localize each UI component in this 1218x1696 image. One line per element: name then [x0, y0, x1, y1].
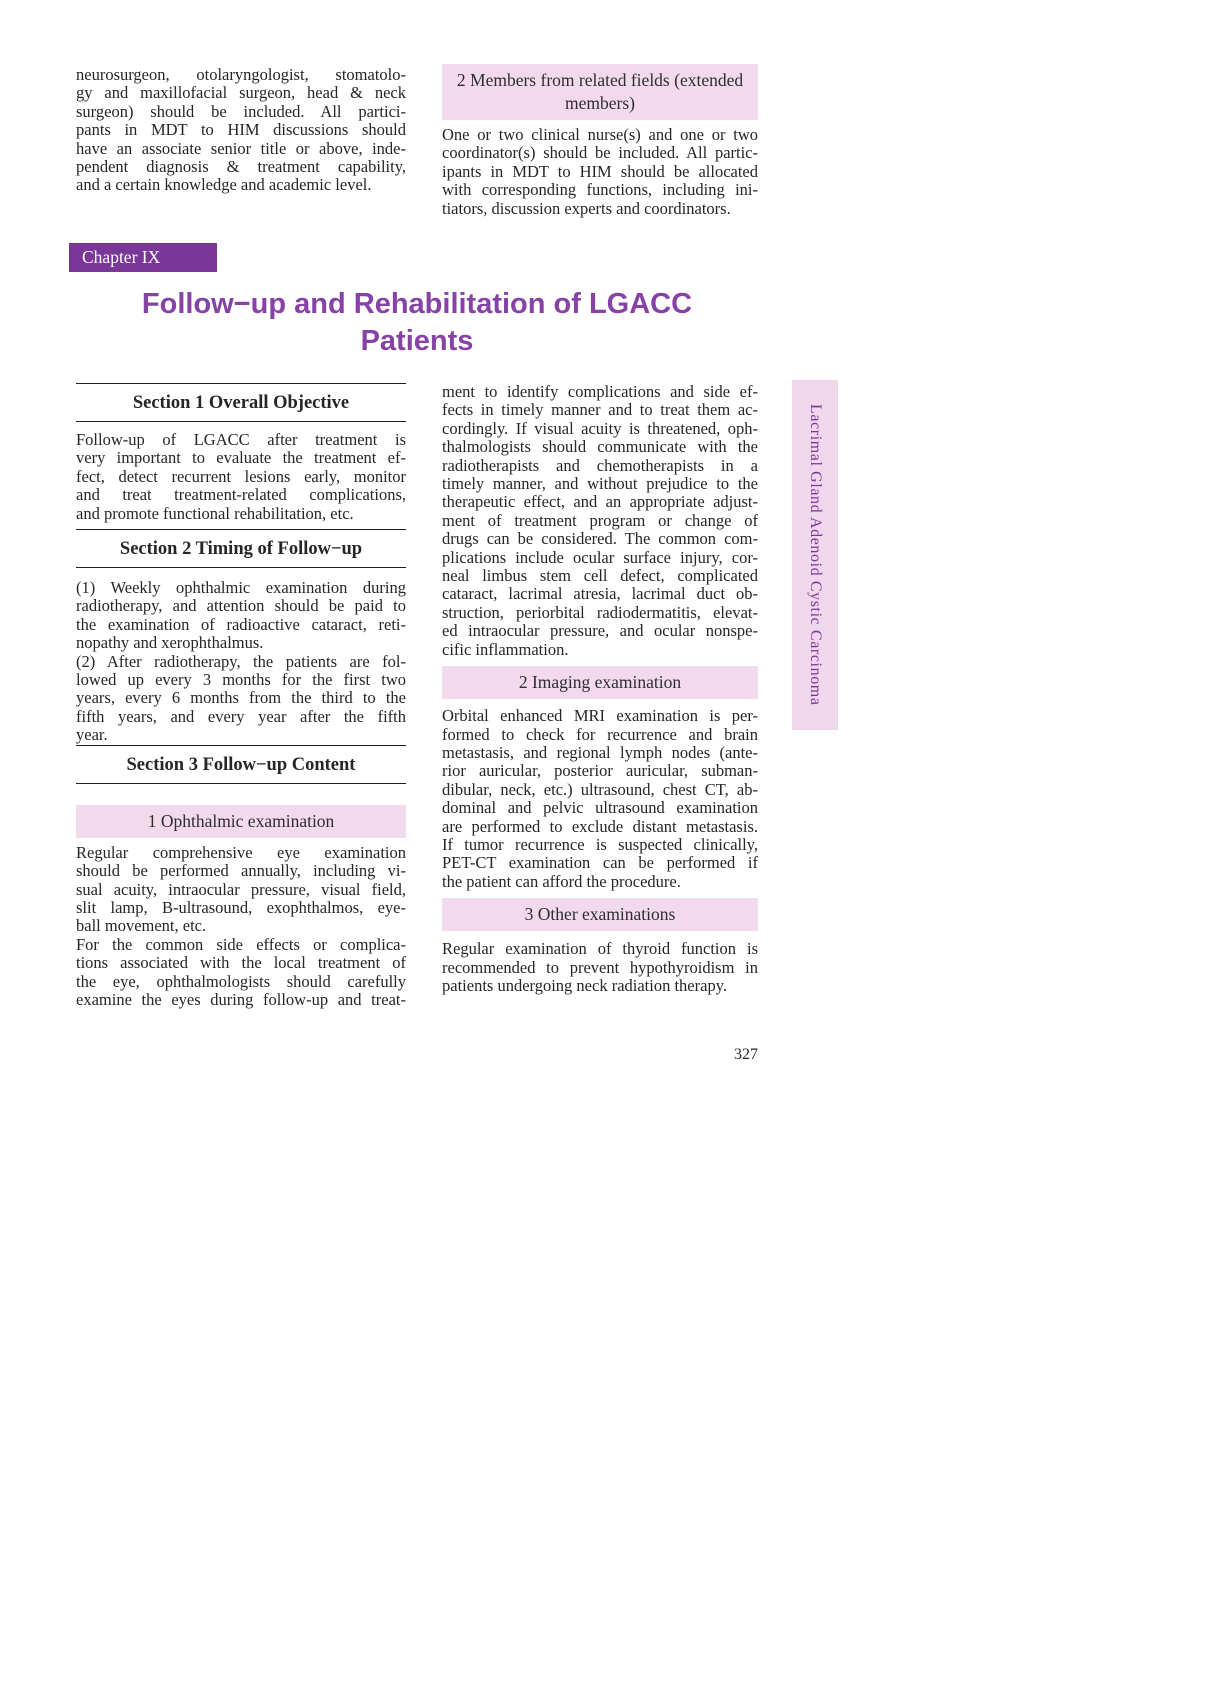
- text-line: gy and maxillofacial surgeon, head & neck: [76, 83, 406, 103]
- text-line: with corresponding functions, including ini-: [442, 180, 758, 200]
- text-line: the patient can afford the procedure.: [442, 871, 681, 891]
- text-line: neurosurgeon, otolaryngologist, stomatolo-: [76, 65, 406, 84]
- text-line: neal limbus stem cell defect, complicated: [442, 566, 758, 586]
- text-line: the eye, ophthalmologists should carefully: [76, 971, 406, 991]
- text-line: should be performed annually, including vi-: [76, 861, 406, 881]
- text-line: and a certain knowledge and academic level.: [76, 175, 372, 195]
- text-line: drugs can be considered. The common com-: [442, 529, 758, 549]
- text-line: members): [565, 93, 635, 113]
- text-line: Regular comprehensive eye examination: [76, 842, 406, 862]
- text-line: Regular examination of thyroid function is: [442, 939, 758, 959]
- text-line: very important to evaluate the treatment ef-: [76, 448, 406, 468]
- text-line: thalmologists should communicate with the: [442, 437, 758, 457]
- text-line: For the common side effects or complica-: [76, 934, 406, 954]
- text-line: timely manner, and without prejudice to the: [442, 474, 758, 494]
- section-2-heading: Section 2 Timing of Follow−up: [76, 529, 406, 568]
- subsection-3-paragraph: [442, 940, 758, 995]
- text-line: dibular, neck, etc.) ultrasound, chest CT, ab-: [442, 779, 758, 799]
- text-line: 2 Members from related fields (extended: [456, 70, 744, 90]
- text-line: (2) After radiotherapy, the patients are fol-: [76, 651, 406, 671]
- subsection-2-heading-box: 2 Imaging examination: [442, 666, 758, 699]
- continuation-paragraph: [442, 383, 758, 659]
- text-line: cataract, lacrimal atresia, lacrimal duct ob-: [442, 584, 758, 604]
- text-line: ed intraocular pressure, and ocular nonspe-: [442, 621, 758, 641]
- text-line: Follow−up and Rehabilitation of LGACC: [141, 288, 693, 320]
- text-line: sual acuity, intraocular pressure, visual field,: [76, 879, 406, 899]
- page-number: 327: [734, 1046, 758, 1063]
- text-line: rior auricular, posterior auricular, subman-: [442, 761, 758, 781]
- text-line: pendent diagnosis & treatment capability,: [76, 157, 406, 177]
- text-line: PET-CT examination can be performed if: [442, 853, 758, 873]
- subsection-1-paragraph-1: [76, 844, 406, 936]
- text-line: patients undergoing neck radiation therapy.: [442, 975, 727, 995]
- section-2-paragraph-2: [76, 653, 406, 745]
- text-line: struction, periorbital radiodermatitis, elevat-: [442, 602, 758, 622]
- text-line: nopathy and xerophthalmus.: [76, 633, 264, 653]
- section-2-paragraph-1: [76, 579, 406, 653]
- text-line: dominal and pelvic ultrasound examination: [442, 798, 758, 818]
- text-line: fect, detect recurrent lesions early, monitor: [76, 466, 406, 486]
- subsection-1-paragraph-2: [76, 936, 406, 1010]
- text-line: the examination of radioactive cataract, reti-: [76, 614, 406, 634]
- text-line: fifth years, and every year after the fifth: [76, 706, 406, 726]
- text-line: year.: [76, 725, 108, 745]
- text-line: ball movement, etc.: [76, 916, 207, 936]
- text-line: ment of treatment program or change of: [442, 510, 758, 530]
- text-line: cific inflammation.: [442, 639, 569, 659]
- text-line: plications include ocular surface injury, cor-: [442, 547, 758, 567]
- side-tab: [792, 380, 838, 730]
- text-line: If tumor recurrence is suspected clinically,: [442, 834, 758, 854]
- text-line: Patients: [360, 325, 474, 357]
- text-line: surgeon) should be included. All partici-: [76, 101, 406, 121]
- text-line: ment to identify complications and side ef-: [442, 382, 758, 401]
- text-line: and treat treatment-related complications,: [76, 485, 406, 505]
- text-line: fects in timely manner and to treat them ac-: [442, 400, 758, 420]
- text-line: Follow-up of LGACC after treatment is: [76, 430, 406, 449]
- text-line: are performed to exclude distant metastasis.: [442, 816, 758, 836]
- text-line: and promote functional rehabilitation, etc.: [76, 503, 354, 523]
- text-line: cordingly. If visual acuity is threatened, oph-: [442, 418, 758, 438]
- text-line: examine the eyes during follow-up and treat-: [76, 989, 406, 1009]
- text-line: have an associate senior title or above, inde-: [76, 138, 406, 158]
- text-line: radiotherapy, and attention should be paid to: [76, 596, 406, 616]
- subsection-1-heading-box: 1 Ophthalmic examination: [76, 805, 406, 838]
- left-column: [76, 383, 406, 1009]
- text-line: therapeutic effect, and an appropriate adjust-: [442, 492, 758, 512]
- section-1-heading: Section 1 Overall Objective: [76, 383, 406, 422]
- members-paragraph: [442, 126, 758, 218]
- text-line: coordinator(s) should be included. All partic-: [442, 143, 758, 163]
- text-line: recommended to prevent hypothyroidism in: [442, 957, 758, 977]
- members-section: [442, 64, 758, 218]
- text-line: One or two clinical nurse(s) and one or two: [442, 125, 758, 144]
- text-line: slit lamp, B-ultrasound, exophthalmos, eye-: [76, 897, 406, 917]
- text-line: years, every 6 months from the third to the: [76, 688, 406, 708]
- text-line: (1) Weekly ophthalmic examination during: [76, 578, 406, 598]
- text-line: pants in MDT to HIM discussions should: [76, 120, 406, 140]
- text-line: ipants in MDT to HIM should be allocated: [442, 161, 758, 181]
- text-line: lowed up every 3 months for the first two: [76, 670, 406, 690]
- section-1-paragraph: [76, 431, 406, 523]
- subsection-3-heading-box: 3 Other examinations: [442, 898, 758, 931]
- chapter-title: [76, 286, 758, 360]
- right-column: [442, 383, 758, 995]
- chapter-badge: [69, 243, 217, 272]
- text-line: tions associated with the local treatment of: [76, 953, 406, 973]
- top-left-continuation-paragraph: [76, 66, 406, 195]
- members-box-heading: [442, 64, 758, 120]
- side-tab-label: Lacrimal Gland Adenoid Cystic Carcinoma: [807, 404, 824, 706]
- section-3-heading: Section 3 Follow−up Content: [76, 745, 406, 784]
- text-line: Orbital enhanced MRI examination is per-: [442, 706, 758, 726]
- text-line: metastasis, and regional lymph nodes (ante-: [442, 742, 758, 762]
- text-line: formed to check for recurrence and brain: [442, 724, 758, 744]
- text-line: tiators, discussion experts and coordinators.: [442, 198, 731, 218]
- text-line: radiotherapists and chemotherapists in a: [442, 455, 758, 475]
- chapter-badge-label: Chapter IX: [82, 247, 161, 267]
- subsection-2-paragraph: [442, 707, 758, 891]
